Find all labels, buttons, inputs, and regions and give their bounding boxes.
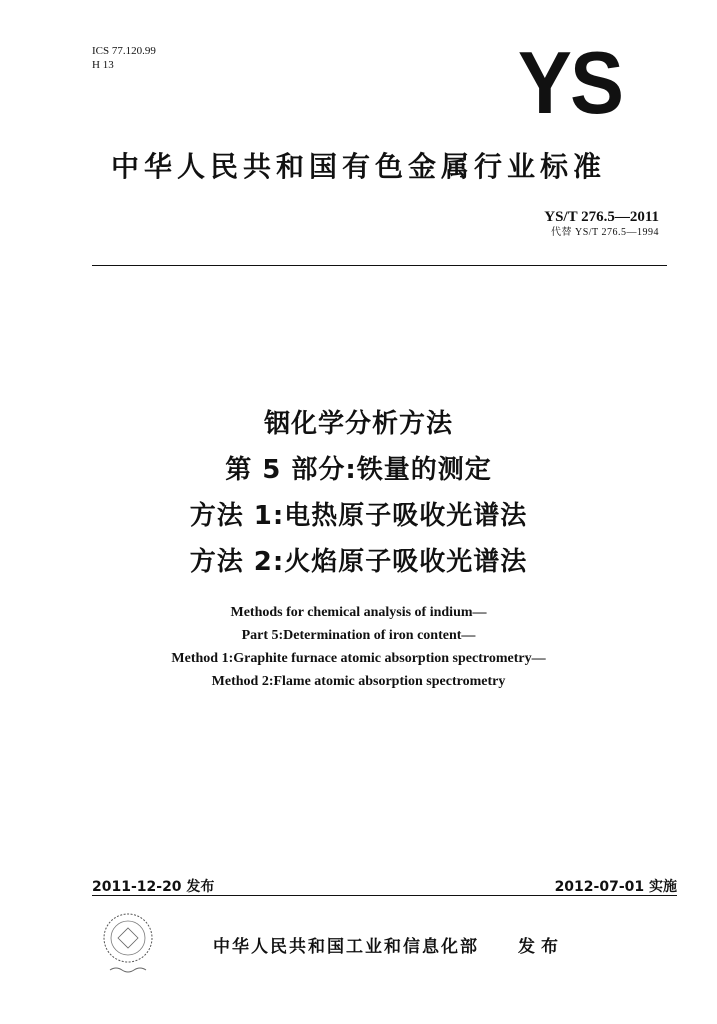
header-divider bbox=[92, 265, 667, 266]
implement-date: 2012-07-01 实施 bbox=[554, 879, 677, 895]
issue-label: 发布 bbox=[518, 937, 564, 957]
publisher-name: 中华人民共和国工业和信息化部 bbox=[213, 937, 479, 957]
title-en-line-4: Method 2:Flame atomic absorption spectrometry bbox=[211, 674, 506, 689]
title-en-line-2: Part 5:Determination of iron content— bbox=[241, 628, 476, 643]
footer-divider bbox=[92, 895, 677, 896]
ys-logo: YS bbox=[517, 33, 623, 132]
ccs-code: H 13 bbox=[92, 59, 114, 71]
seal-stamp-icon bbox=[88, 910, 168, 980]
title-cn-line-4: 方法 2:火焰原子吸收光谱法 bbox=[189, 547, 528, 577]
title-cn-line-1: 铟化学分析方法 bbox=[263, 409, 453, 439]
title-en-line-1: Methods for chemical analysis of indium— bbox=[230, 605, 487, 620]
title-en-line-3: Method 1:Graphite furnace atomic absorption spectrometry— bbox=[171, 651, 546, 666]
standard-number-block bbox=[544, 208, 659, 239]
title-cn-line-3: 方法 1:电热原子吸收光谱法 bbox=[189, 501, 528, 531]
ics-code: ICS 77.120.99 bbox=[92, 45, 156, 57]
replaces-standard: 代替 YS/T 276.5—1994 bbox=[551, 227, 659, 238]
standard-number: YS/T 276.5—2011 bbox=[544, 209, 659, 225]
standard-category-title: 中华人民共和国有色金属行业标准 bbox=[110, 150, 606, 183]
classification-codes bbox=[92, 44, 156, 72]
release-date: 2011-12-20 发布 bbox=[92, 879, 215, 895]
title-cn-line-2: 第 5 部分:铁量的测定 bbox=[225, 455, 492, 485]
